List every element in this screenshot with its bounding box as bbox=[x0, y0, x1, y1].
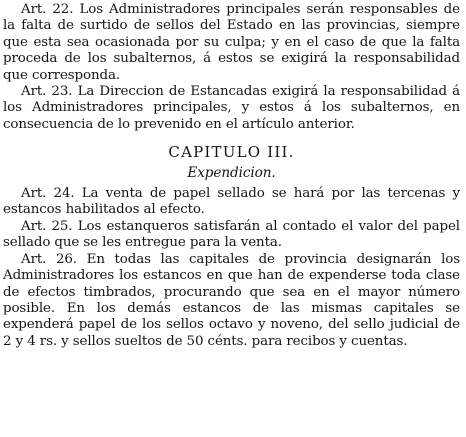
article-text: Los estanqueros satisfarán al contado el valor del papel sellado que se les entregue para la venta. bbox=[3, 218, 460, 251]
article-text: Los Administradores principales serán responsables de la falta de surtido de sellos del Estado en las provincias, siempre que esta sea ocasionada por su culpa; y en el caso de que la falta proceda de los subalternos, á estos se exigirá la responsabilidad que corresponda. bbox=[3, 2, 460, 83]
article-26 bbox=[3, 252, 460, 350]
article-23 bbox=[3, 84, 460, 133]
article-text: La venta de papel sellado se hará por las tercenas y estancos habilitados al efecto. bbox=[3, 186, 460, 218]
section-heading: Expendicion. bbox=[187, 164, 276, 181]
article-label: Art. 23. bbox=[21, 84, 73, 100]
article-label: Art. 24. bbox=[21, 186, 75, 202]
article-label: Art. 22. bbox=[21, 2, 74, 17]
article-text: La Direccion de Estancadas exigirá la responsabilidad á los Administradores principales, y estos á los subalternos, en consecuencia de lo prevenido en el artículo anterior. bbox=[3, 84, 460, 132]
article-24 bbox=[3, 186, 460, 219]
article-text: En todas las capitales de provincia designarán los Administradores los estancos en que han de expenderse toda clase de efectos timbrados, procurando que sea en el mayor número posible. En los demás estancos de las mismas capitales se expenderá papel de los sellos octavo y noveno, del sello judicial de 2 y 4 rs. y sellos sueltos de 50 cénts. para recibos y cuentas. bbox=[3, 251, 460, 349]
chapter-heading: CAPITULO III. bbox=[168, 143, 295, 162]
article-label: Art. 25. bbox=[21, 218, 73, 234]
article-25 bbox=[3, 219, 460, 252]
article-label: Art. 26. bbox=[21, 251, 77, 267]
article-22 bbox=[3, 2, 460, 84]
